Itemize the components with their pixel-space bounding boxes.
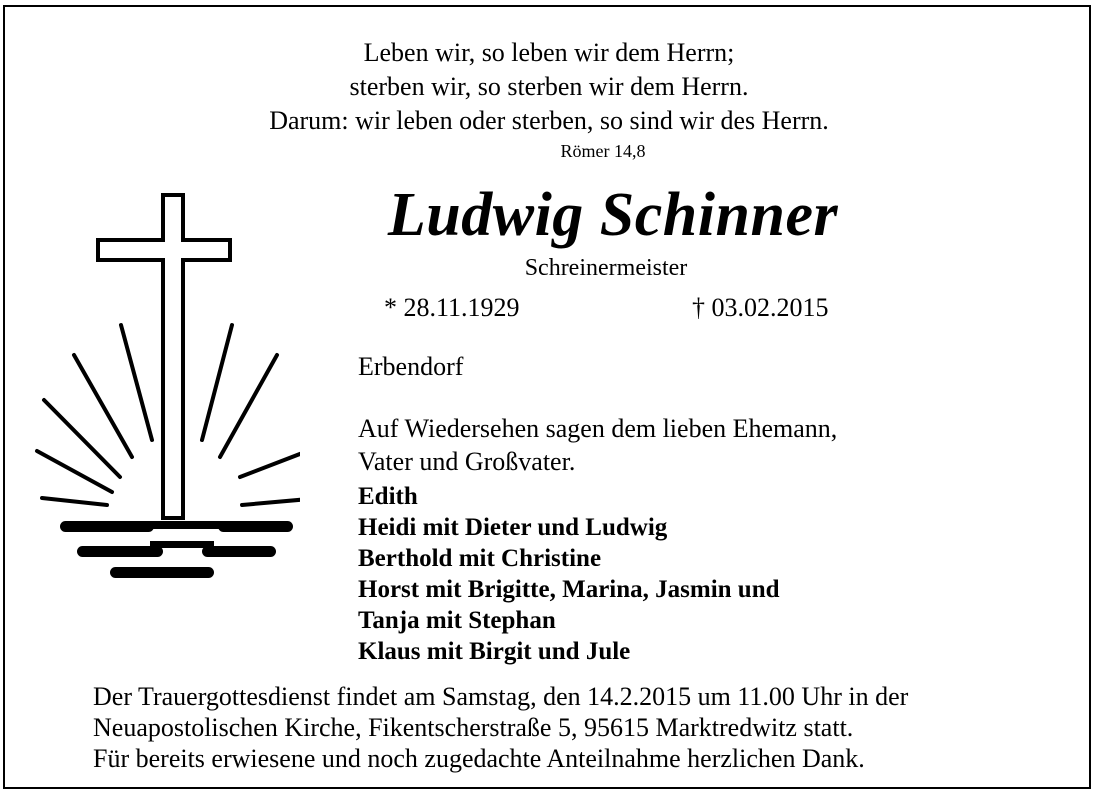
family-member: Heidi mit Dieter und Ludwig (358, 514, 668, 541)
footer-line-3: Für bereits erwiesene und noch zugedachte Anteilnahme herzlichen Dank. (93, 744, 865, 773)
farewell-line-2: Vater und Großvater. (358, 447, 576, 476)
service-information (93, 681, 908, 774)
farewell-text (358, 412, 837, 478)
place-of-residence: Erbendorf (358, 352, 464, 381)
bible-verse (0, 36, 1098, 138)
family-member: Tanja mit Stephan (358, 607, 556, 634)
deceased-name: Ludwig Schinner (387, 181, 839, 249)
family-member: Klaus mit Birgit und Jule (358, 638, 631, 665)
family-member: Edith (358, 483, 418, 510)
cross-with-sun-rays-and-water-icon (30, 185, 300, 585)
verse-line-2: sterben wir, so sterben wir dem Herrn. (349, 72, 749, 101)
birth-date: * 28.11.1929 (384, 293, 520, 322)
family-member: Horst mit Brigitte, Marina, Jasmin und (358, 576, 780, 603)
family-member: Berthold mit Christine (358, 545, 602, 572)
verse-line-1: Leben wir, so leben wir dem Herrn; (363, 38, 735, 67)
footer-line-2: Neuapostolischen Kirche, Fikentscherstraße 5, 95615 Marktredwitz statt. (93, 713, 854, 742)
footer-line-1: Der Trauergottesdienst findet am Samstag, den 14.2.2015 um 11.00 Uhr in der (93, 682, 909, 711)
death-date: † 03.02.2015 (692, 293, 829, 322)
farewell-line-1: Auf Wiedersehen sagen dem lieben Ehemann, (358, 414, 838, 443)
deceased-profession: Schreinermeister (524, 255, 688, 281)
verse-line-3: Darum: wir leben oder sterben, so sind wir des Herrn. (269, 106, 829, 135)
family-list (358, 481, 780, 667)
verse-reference: Römer 14,8 (560, 141, 646, 161)
